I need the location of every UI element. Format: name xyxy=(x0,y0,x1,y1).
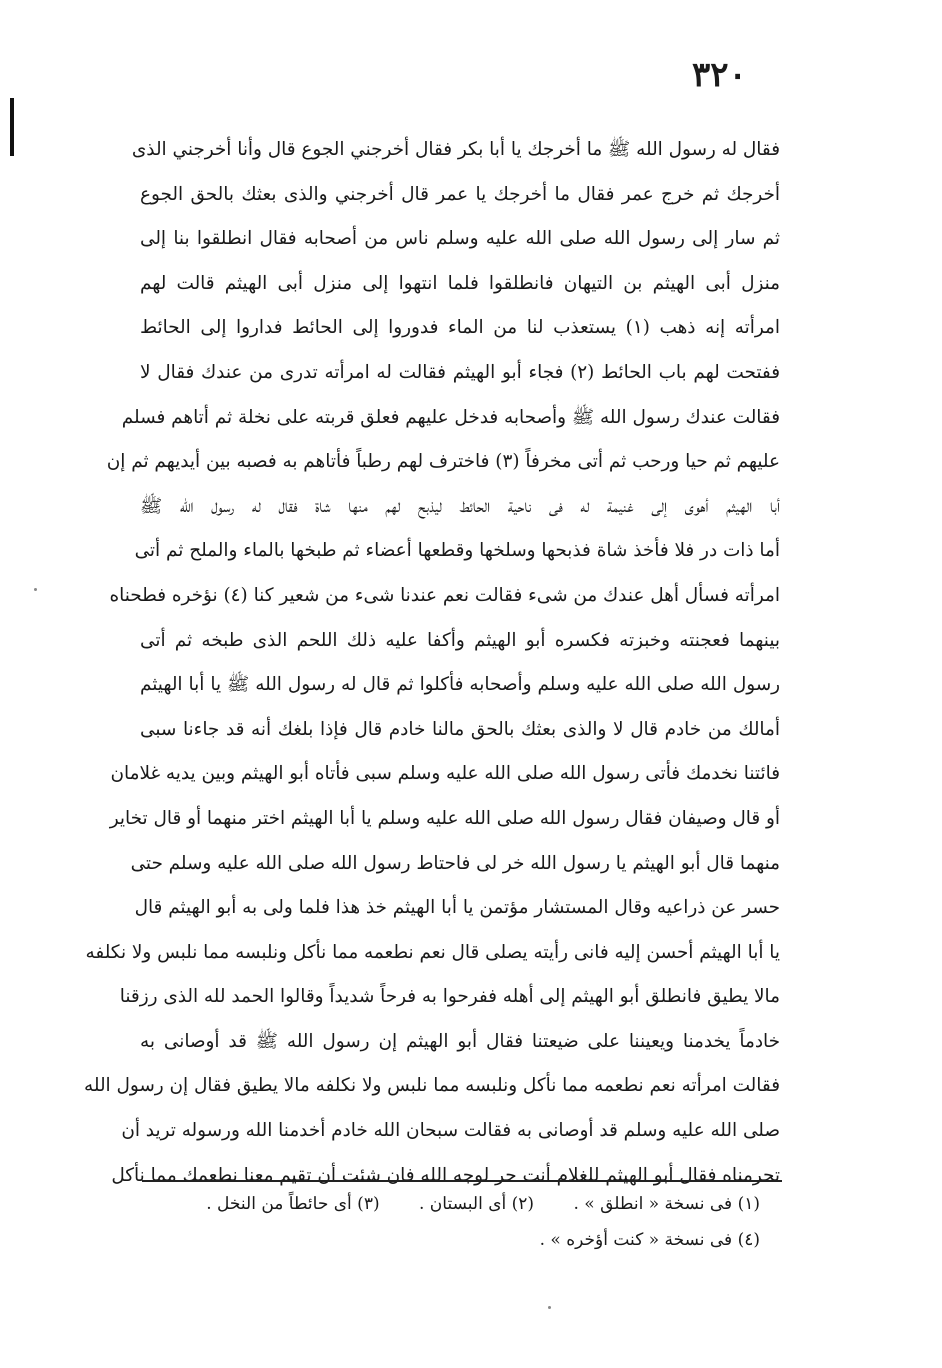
margin-mark xyxy=(10,98,14,156)
paper-speck xyxy=(34,588,37,591)
text-line: منزل أبى الهيثم بن التيهان فانطلقوا فلما انتهوا إلى منزل أبى الهيثم قالت لهم xyxy=(140,272,780,294)
body-text xyxy=(84,128,780,1198)
text-line: فقالت امرأته نعم نطعمه مما نأكل ونلبسه مما نلبس ولا نكلفه مالا يطيق فقال إن رسول الله xyxy=(84,1075,780,1097)
text-line: امرأته إنه ذهب (١) يستعذب لنا من الماء فدوروا إلى الحائط فداروا إلى الحائط xyxy=(140,317,780,339)
text-line: أبا الهيثم أهوى إلى غنيمة له فى ناحية الحائط ليذبح لهم منها شاة فقال له رسول الله ﷺ xyxy=(140,495,780,517)
footnotes xyxy=(142,1186,760,1258)
footnote-divider xyxy=(142,1180,782,1182)
text-line: أو قال وصيفان فقال رسول الله صلى الله عليه وسلم يا أبا الهيثم اختر منهما أو قال تخاير xyxy=(109,807,780,829)
text-line: بينهما فعجنته وخبزته فكسره أبو الهيثم وأكفا عليه ذلك اللحم الذى طبخه ثم أتى xyxy=(140,629,780,651)
text-line: أما ذات در فلا فأخذ شاة فذبحها وسلخها وقطعها أعضاء ثم طبخها بالماء والملح ثم أتى xyxy=(134,540,780,562)
text-line: رسول الله صلى الله عليه وسلم وأصحابه فأكلوا ثم قال له رسول الله ﷺ يا أبا الهيثم xyxy=(140,674,780,696)
text-line: فائتنا نخدمك فأتى رسول الله صلى الله عليه وسلم سبى فأتاه أبو الهيثم وبين يديه غلامان xyxy=(110,763,780,785)
text-line: امرأته فسأل أهل عندك من شىء فقالت نعم عندنا شىء من شعير كنا (٤) نؤخره فطحناه xyxy=(109,584,780,606)
text-line: منهما قال أبو الهيثم يا رسول الله خر لى فاحتاط رسول الله صلى الله عليه وسلم حتى xyxy=(130,852,780,874)
paper-speck xyxy=(548,1306,551,1309)
page-number: ٣٢٠ xyxy=(692,55,747,95)
footnote-row xyxy=(142,1186,760,1222)
text-line: أخرجك ثم خرج عمر فقال ما أخرجك يا عمر قال أخرجني والذى بعثك بالحق الجوع xyxy=(140,183,780,205)
text-line: تحرمناه فقال أبو الهيثم للغلام أنت حر لوجه الله فان شئت أن تقيم معنا نطعمك مما نأكل xyxy=(111,1164,780,1186)
text-line: فقال له رسول الله ﷺ ما أخرجك يا أبا بكر فقال أخرجني الجوع قال وأنا أخرجني الذى xyxy=(131,139,780,160)
footnote-row xyxy=(142,1222,760,1258)
text-line: ثم سار إلى رسول الله صلى الله عليه وسلم ناس من أصحابه فقال انطلقوا بنا إلى xyxy=(140,228,780,250)
text-line: مالا يطيق فانطلق أبو الهيثم إلى أهله ففرحوا به فرحاً شديداً وقالوا الحمد لله الذى رزقنا xyxy=(119,986,780,1008)
footnote-2: (٢) أى البستان . xyxy=(419,1194,535,1214)
text-line: أمالك من خادم قال لا والذى بعثك بالحق مالنا خادم قال فإذا بلغك أنه قد جاءنا سبى xyxy=(140,718,780,740)
text-line: يا أبا الهيثم أحسن إليه فانى رأيته يصلى قال نعم نطعمه مما نأكل ونلبسه مما نلبس ولا نكلفه xyxy=(85,941,780,963)
text-line: خادماً يخدمنا ويعيننا على ضيعتنا فقال أبو الهيثم إن رسول الله ﷺ قد أوصانى به xyxy=(140,1030,780,1052)
footnote-3: (٣) أى حائطاً من النخل . xyxy=(206,1194,380,1214)
footnote-4: (٤) فى نسخة « كنت أؤخره » . xyxy=(539,1230,760,1250)
text-line: فقالت عندك رسول الله ﷺ وأصحابه فدخل عليهم فعلق قربته على نخلة ثم أتاهم فسلم xyxy=(121,406,780,428)
text-line: صلى الله عليه وسلم قد أوصانى به فقالت سبحان الله خادم أخدمنا الله ورسوله تريد أن xyxy=(121,1120,780,1142)
footnote-1: (١) فى نسخة « انطلق » . xyxy=(573,1194,760,1214)
text-line: حسر عن ذراعيه وقال المستشار مؤتمن يا أبا الهيثم خذ هذا فلما ولى به أبو الهيثم قال xyxy=(134,897,780,919)
text-line: عليهم ثم حيا ورحب ثم أتى مخرفاً (٣) فاخترف لهم رطباً فأتاهم به فصبه بين أيديهم ثم إن xyxy=(106,451,780,473)
text-line: ففتحت لهم باب الحائط (٢) فجاء أبو الهيثم فقالت له امرأته تدرى من عندك فقال لا xyxy=(140,361,780,383)
